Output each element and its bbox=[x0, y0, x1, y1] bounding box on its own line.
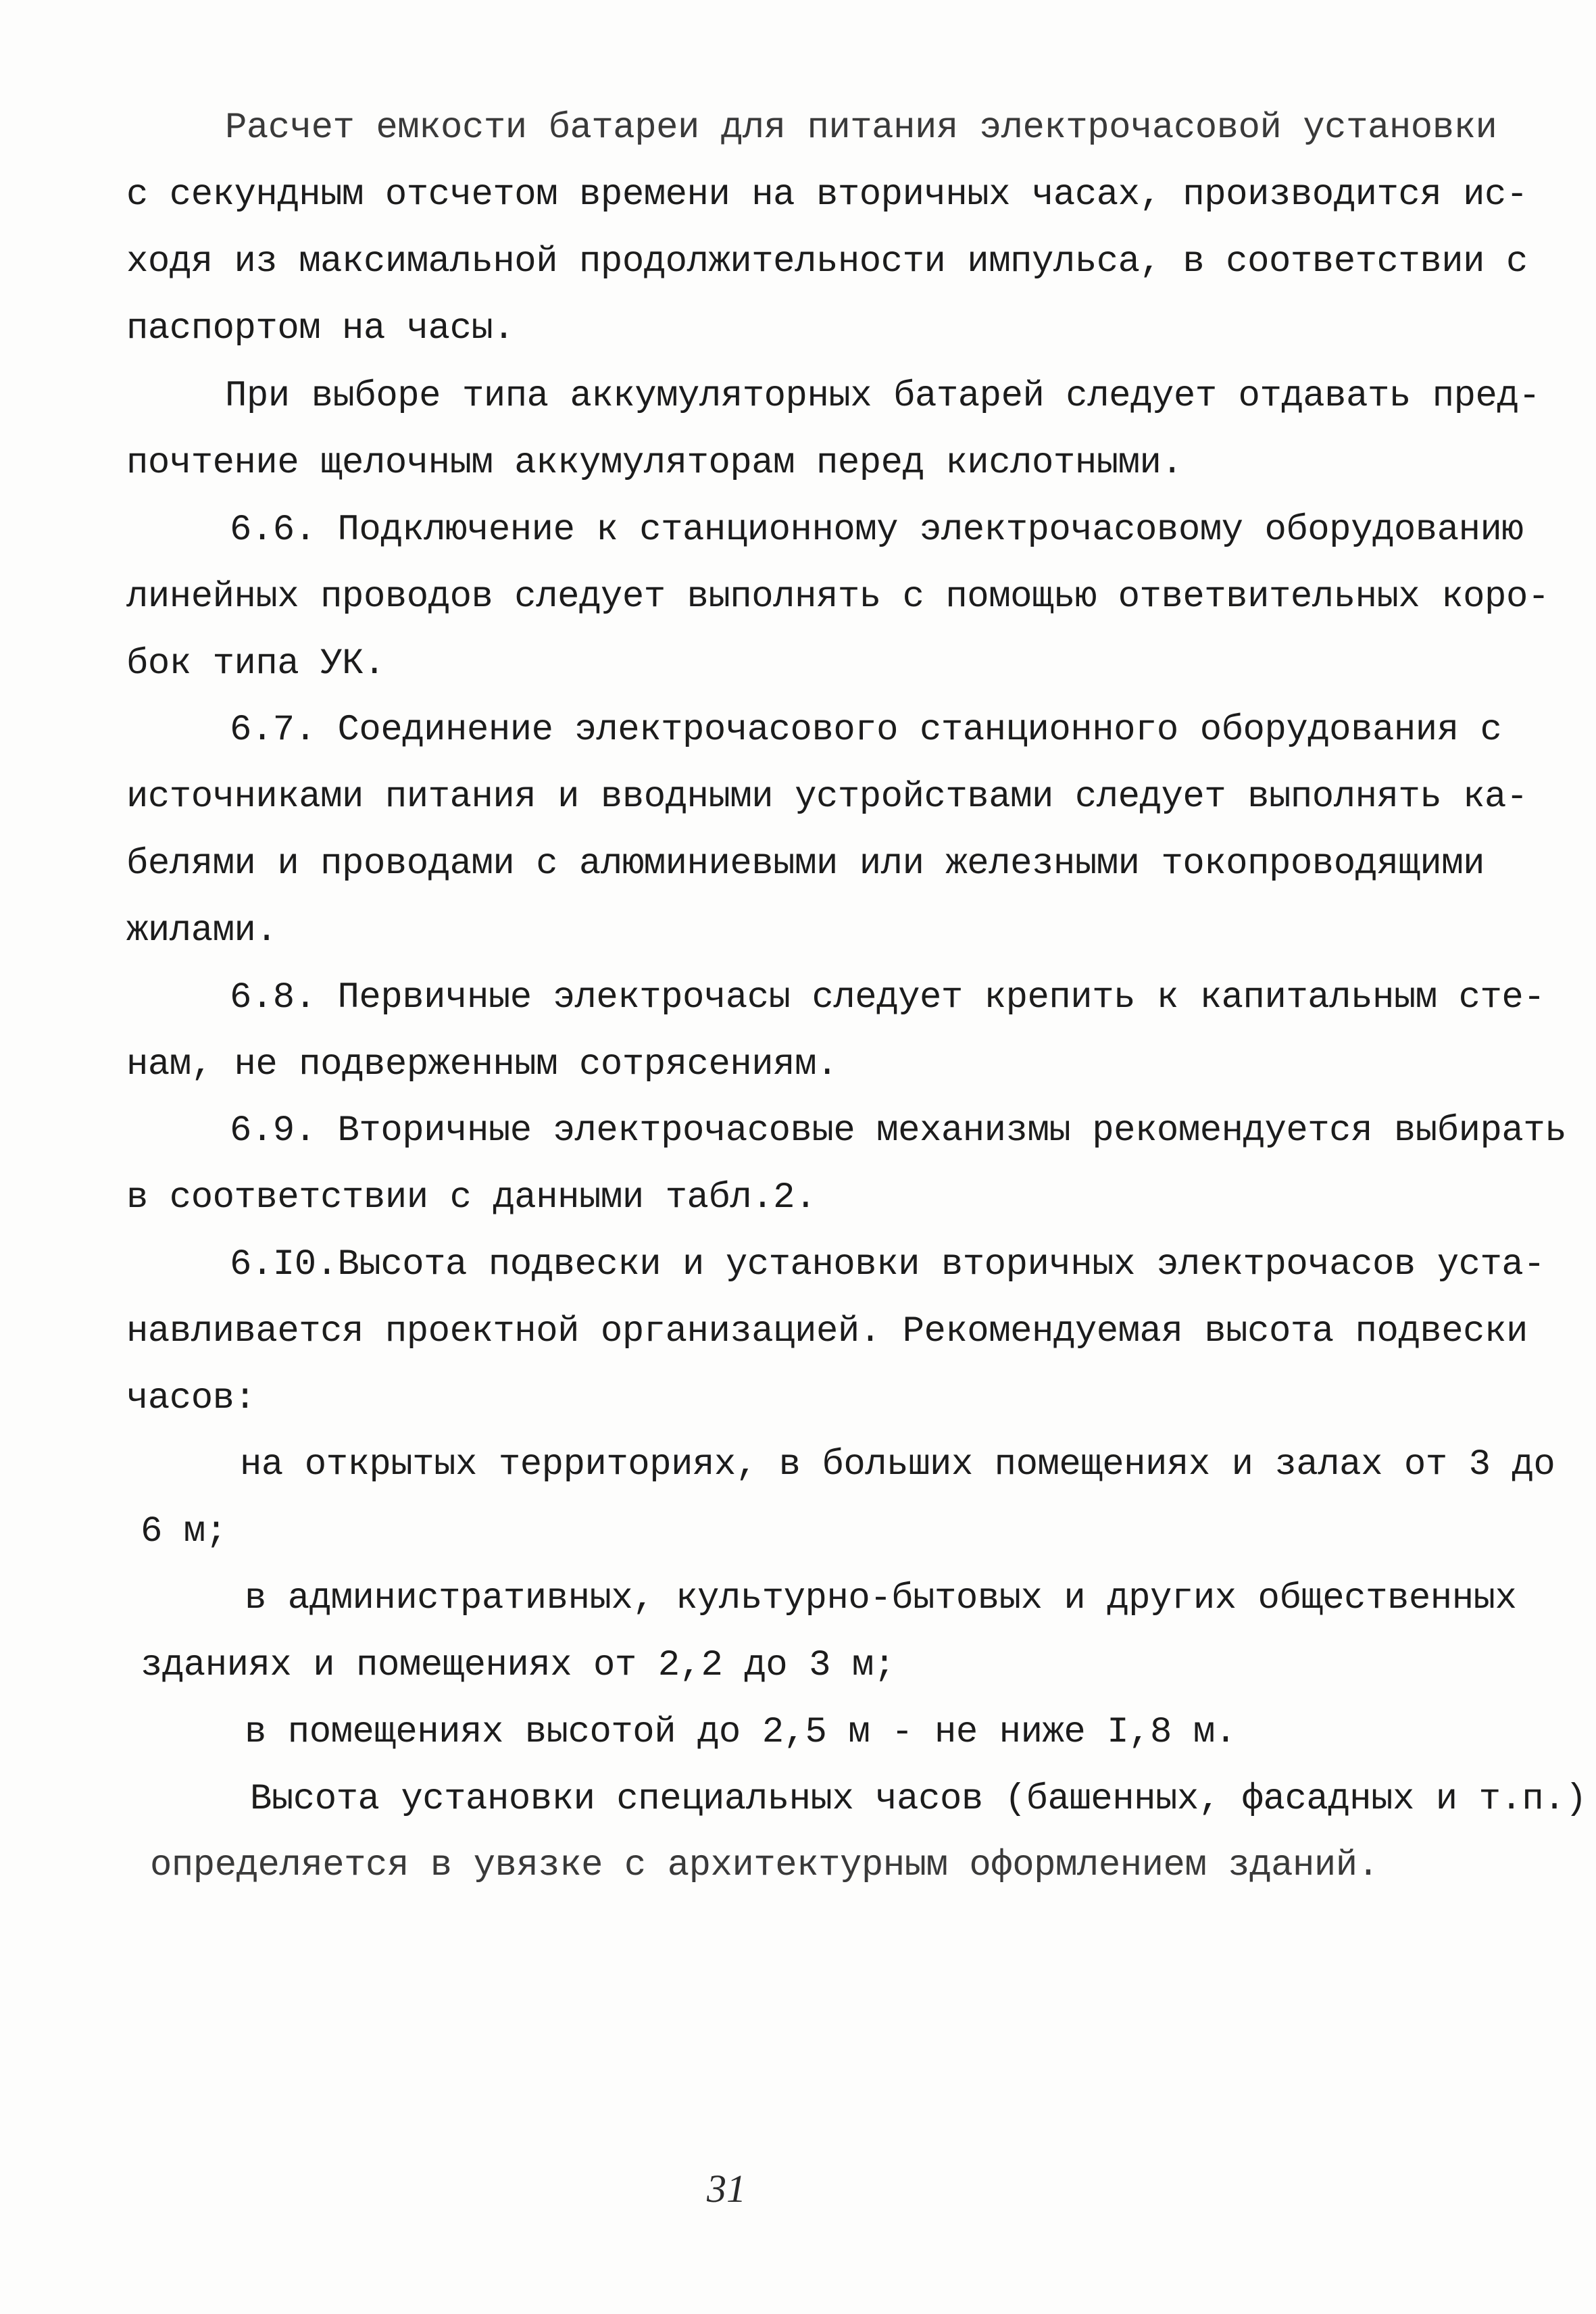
text-line: с секундным отсчетом времени на вторичных часах, производится ис- bbox=[126, 174, 1528, 216]
text-line: в соответствии с данными табл.2. bbox=[126, 1177, 816, 1218]
text-line: определяется в увязке с архитектурным оформлением зданий. bbox=[150, 1845, 1379, 1886]
text-line: 6.6. Подключение к станционному электрочасовому оборудованию bbox=[230, 510, 1524, 551]
text-line: часов: bbox=[126, 1378, 256, 1419]
text-line: паспортом на часы. bbox=[126, 308, 515, 349]
text-line: в помещениях высотой до 2,5 м - не ниже I,8 м. bbox=[245, 1712, 1237, 1753]
text-line: жилами. bbox=[126, 910, 278, 952]
text-line: линейных проводов следует выполнять с помощью ответвительных коро- bbox=[126, 576, 1549, 618]
text-line: источниками питания и вводными устройствами следует выполнять ка- bbox=[126, 777, 1528, 818]
text-line: 6 м; bbox=[141, 1511, 227, 1552]
text-line: бок типа УК. bbox=[126, 643, 385, 685]
text-line: навливается проектной организацией. Рекомендуемая высота подвески bbox=[126, 1311, 1528, 1352]
text-line: нам, не подверженным сотрясениям. bbox=[126, 1044, 838, 1085]
text-line: 6.7. Соединение электрочасового станционного оборудования с bbox=[230, 710, 1502, 751]
text-line: Расчет емкости батареи для питания электрочасовой установки bbox=[225, 107, 1497, 149]
text-line: зданиях и помещениях от 2,2 до 3 м; bbox=[141, 1645, 895, 1686]
text-line: ходя из максимальной продолжительности импульса, в соответствии с bbox=[126, 241, 1528, 282]
text-line: на открытых территориях, в больших помещениях и залах от 3 до bbox=[240, 1444, 1555, 1485]
text-line: 6.8. Первичные электрочасы следует крепить к капитальным сте- bbox=[230, 977, 1545, 1018]
text-line: почтение щелочным аккумуляторам перед кислотными. bbox=[126, 443, 1183, 484]
text-line: Высота установки специальных часов (башенных, фасадных и т.п.) bbox=[250, 1779, 1587, 1820]
text-line: 6.9. Вторичные электрочасовые механизмы рекомендуется выбирать bbox=[230, 1110, 1567, 1152]
text-line: 6.I0.Высота подвески и установки вторичных электрочасов уста- bbox=[230, 1244, 1545, 1285]
text-line: белями и проводами с алюминиевыми или железными токопроводящими bbox=[126, 843, 1485, 885]
text-line: в административных, культурно-бытовых и других общественных bbox=[245, 1578, 1517, 1619]
text-line: При выборе типа аккумуляторных батарей следует отдавать пред- bbox=[225, 376, 1541, 417]
page-number: 31 bbox=[707, 2167, 746, 2211]
